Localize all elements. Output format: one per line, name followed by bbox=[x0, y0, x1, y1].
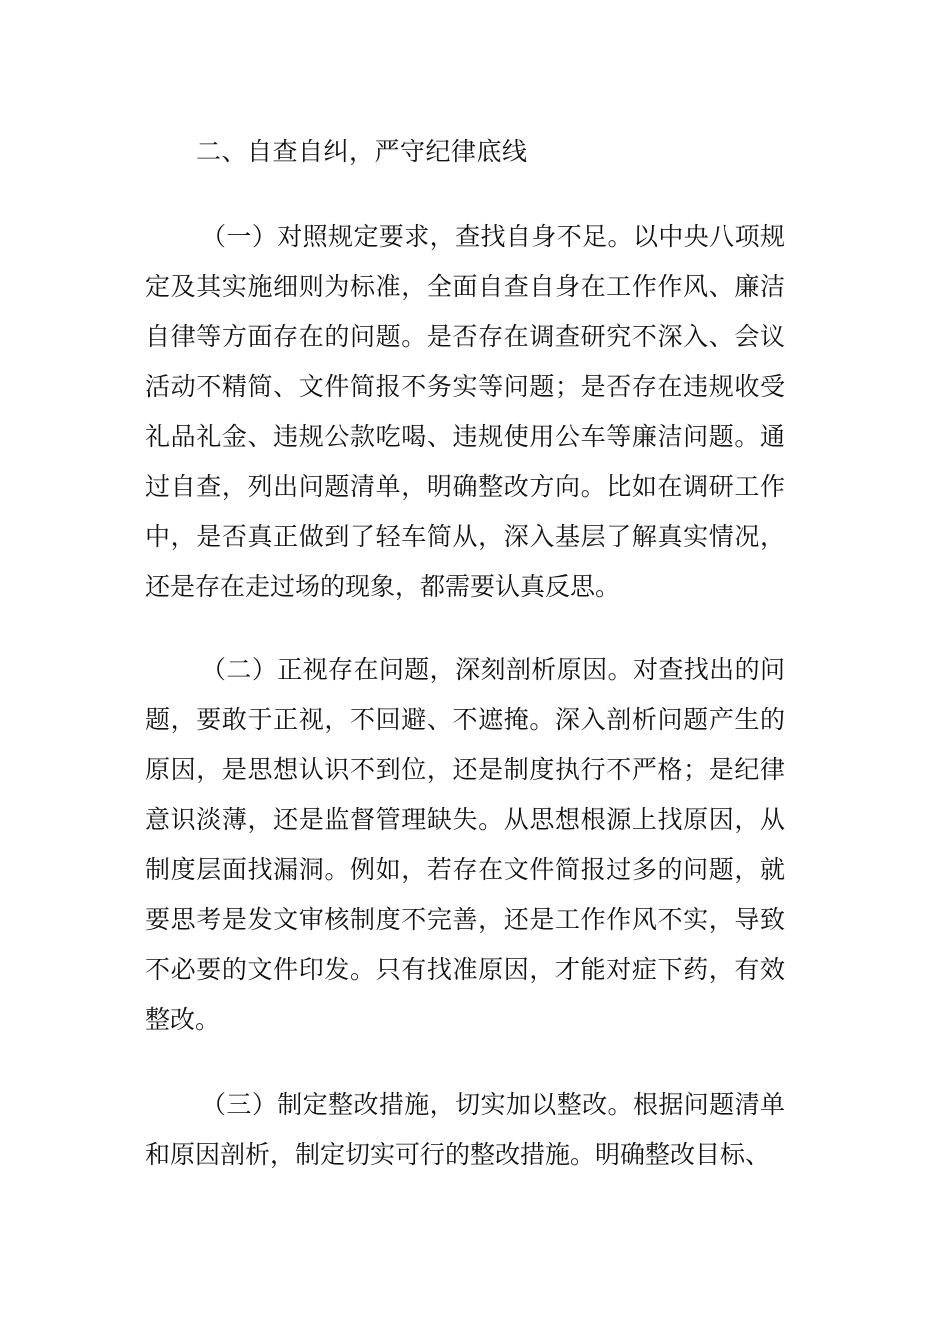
section-heading: 二、自查自纠，严守纪律底线 bbox=[196, 137, 528, 166]
paragraph-3: （三）制定整改措施，切实加以整改。根据问题清单和原因剖析，制定切实可行的整改措施。明确整改目标、 bbox=[145, 1090, 785, 1169]
paragraph-2: （二）正视存在问题，深刻剖析原因。对查找出的问题，要敢于正视，不回避、不遮掩。深入剖析问题产生的原因，是思想认识不到位，还是制度执行不严格；是纪律意识淡薄，还是监督管理缺失。从思想根源上找原因，从制度层面找漏洞。例如，若存在文件简报过多的问题，就要思考是发文审核制度不完善，还是工作作风不实，导致不必要的文件印发。只有找准原因，才能对症下药，有效整改。 bbox=[145, 655, 785, 1034]
paragraph-1: （一）对照规定要求，查找自身不足。以中央八项规定及其实施细则为标准，全面自查自身在工作作风、廉洁自律等方面存在的问题。是否存在调查研究不深入、会议活动不精简、文件简报不务实等问题；是否存在违规收受礼品礼金、违规公款吃喝、违规使用公车等廉洁问题。通过自查，列出问题清单，明确整改方向。比如在调研工作中，是否真正做到了轻车简从，深入基层了解真实情况，还是存在走过场的现象，都需要认真反思。 bbox=[145, 222, 785, 601]
